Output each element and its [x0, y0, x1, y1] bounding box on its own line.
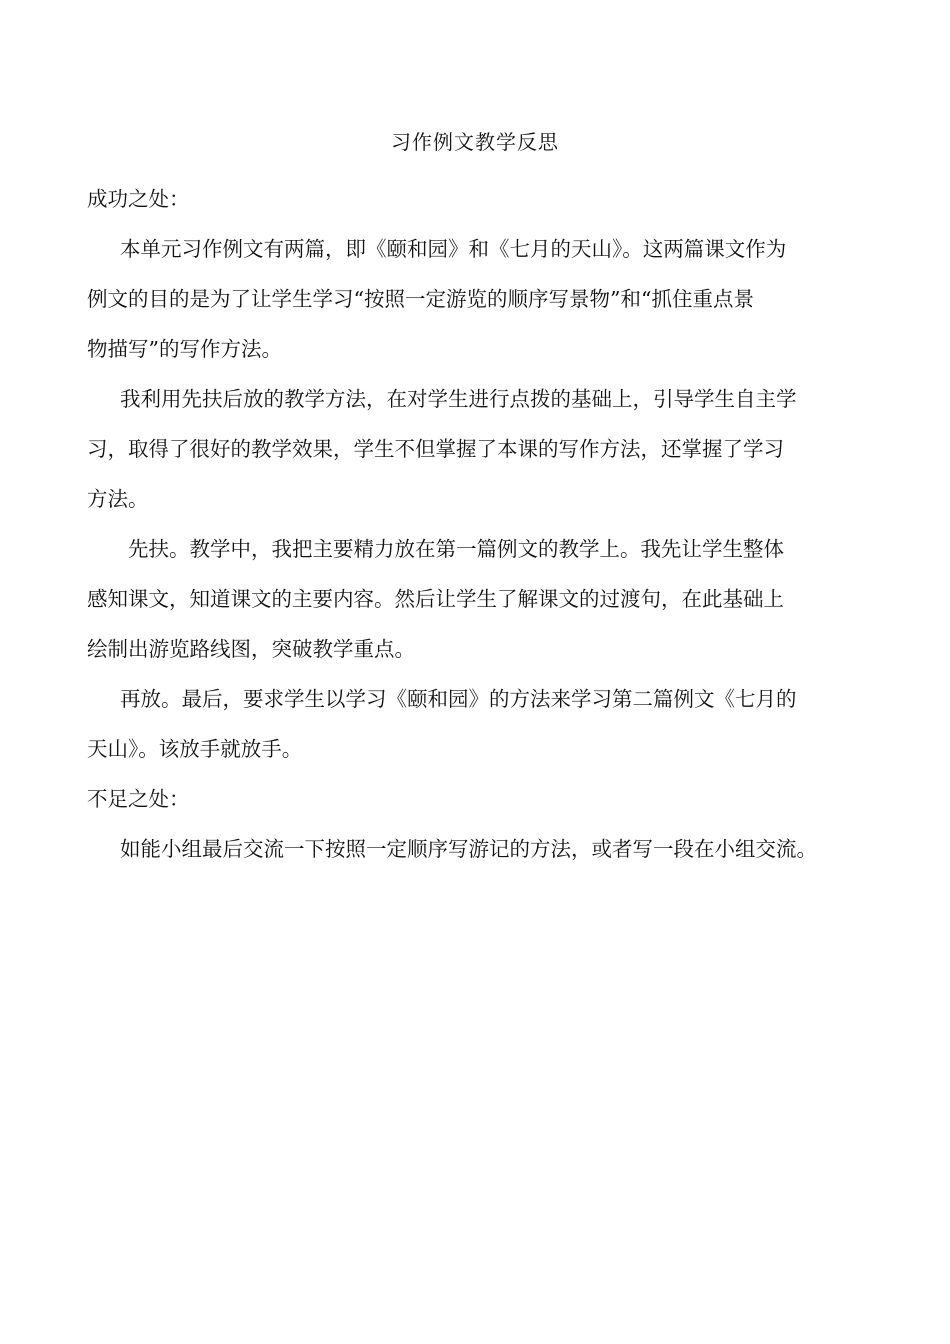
document-body — [87, 174, 871, 874]
paragraph-line: 天山》。该放手就放手。 — [87, 737, 303, 761]
section-heading-shortcomings: 不足之处： — [87, 787, 190, 811]
paragraph-line: 例文的目的是为了让学生学习“按照一定游览的顺序写景物”和“抓住重点景 — [87, 287, 754, 311]
document-title: 习作例文教学反思 — [391, 130, 559, 154]
paragraph-line: 绘制出游览路线图，突破教学重点。 — [87, 637, 415, 661]
paragraph-line: 再放。最后，要求学生以学习《颐和园》的方法来学习第二篇例文《七月的 — [120, 687, 797, 711]
paragraph-line: 方法。 — [87, 487, 149, 511]
paragraph-line: 我利用先扶后放的教学方法，在对学生进行点拨的基础上，引导学生自主学 — [120, 387, 797, 411]
section-heading-successes: 成功之处： — [87, 187, 190, 211]
paragraph-line: 本单元习作例文有两篇，即《颐和园》和《七月的天山》。这两篇课文作为 — [120, 237, 787, 261]
paragraph-line: 感知课文，知道课文的主要内容。然后让学生了解课文的过渡句，在此基础上 — [87, 587, 784, 611]
paragraph-line: 先扶。教学中，我把主要精力放在第一篇例文的教学上。我先让学生整体 — [128, 537, 784, 561]
paragraph-line: 如能小组最后交流一下按照一定顺序写游记的方法，或者写一段在小组交流。 — [120, 837, 817, 861]
paragraph-line: 物描写”的写作方法。 — [87, 337, 282, 361]
paragraph-line: 习，取得了很好的教学效果，学生不但掌握了本课的写作方法，还掌握了学习 — [87, 437, 784, 461]
